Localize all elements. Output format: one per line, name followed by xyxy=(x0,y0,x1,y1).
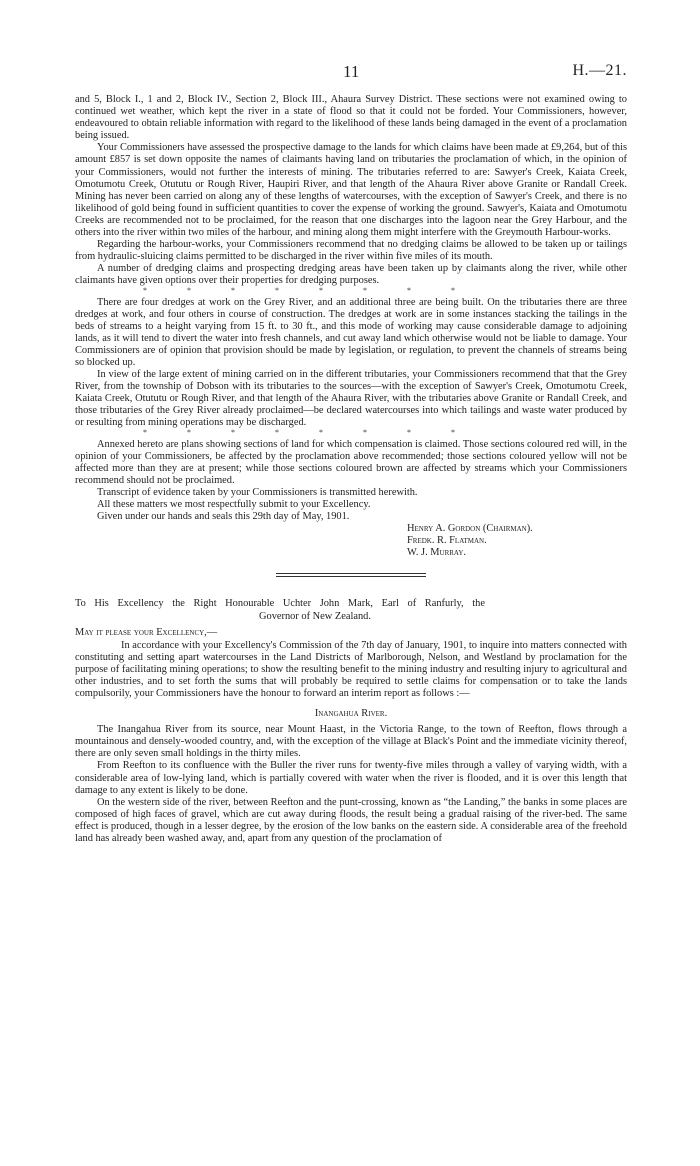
section-heading: Inangahua River. xyxy=(314,708,388,720)
paragraph: Transcript of evidence taken by your Commissioners is transmitted herewith. xyxy=(97,486,418,498)
paragraph: A number of dredging claims and prospecting dredging areas have been taken up by claimants along the river, while other claimants have given options over their properties for dredging purposes. xyxy=(75,263,627,287)
omission-stars: * * * * * * * * xyxy=(143,427,455,437)
address-line xyxy=(75,597,627,610)
report-grey-river xyxy=(75,94,627,559)
signature-block xyxy=(75,523,627,559)
paragraph: Your Commissioners have assessed the prospective damage to the lands for which claims have been made at £9,264, but of this amount £857 is set down opposite the names of claimants having land on tributaries the proclamation of which, in the opinion of your Commissioners, would not further the interests of mining. The tributaries referred to are: Sawyer's Creek, Kaiata Creek, Omotumotu Creek, Otututu or Rough River, Haupiri River, and that length of the Ahaura River above Granite or Randall Creek. Mining has never been carried on along any of these lengths of watercourses, with the exception of Sawyer's Creek, and there is no likelihood of gold being found in sufficient quantities to cover the expense of working the ground. Sawyer's, Kaiata and Omotumotu Creeks are recommended not to be proclaimed, for the reason that one discharges into the lagoon near the Grey Harbour, and the others into the river within two miles of the harbour, and mining along them might interfere with the Greymouth Harbour-works. xyxy=(75,142,627,239)
signature-murray: W. J. Murray. xyxy=(407,547,466,559)
paragraph: From Reefton to its confluence with the Buller the river runs for twenty-five miles through a valley of varying width, with a considerable area of low-lying land, which is partially covered with water when the river is flooded, and it is over this length that damage to any extent is likely to be done. xyxy=(75,760,627,796)
paragraph: Given under our hands and seals this 29th day of May, 1901. xyxy=(97,511,350,523)
paragraph: and 5, Block I., 1 and 2, Block IV., Section 2, Block III., Ahaura Survey District. These sections were not examined owing to continued wet weather, which kept the river in a state of flood so that it could not be forded. Your Commissioners, however, endeavoured to obtain reliable information with regard to the likelihood of these lands being damaged in the event of a proclamation being issued. xyxy=(75,94,627,142)
paragraph: On the western side of the river, between Reefton and the punt-crossing, known as “the Landing,” the banks in some places are composed of high faces of gravel, which are cut away during floods, the result being a gradual raising of the river-bed. The same effect is produced, though in a lesser degree, by the erosion of the low banks on the eastern side. A considerable area of the freehold land has already been washed away, and, apart from any question of the proclamation of xyxy=(75,796,627,844)
signature-flatman: Fredk. R. Flatman. xyxy=(407,535,487,547)
paragraph: In view of the large extent of mining carried on in the different tributaries, your Commissioners recommend that that the Grey River, from the township of Dobson with its tributaries to the sources—with the exception of Sawyer's Creek, Omotumotu Creek, Kaiata Creek, Otututu or Rough River, and that length of the Ahaura River, with the tributaries above Granite or Randall Creek, and those tributaries of the Grey River already proclaimed—be declared watercourses into which tailings and waste water produced by or resulting from mining operations may be discharged. xyxy=(75,369,627,429)
document-reference: H.—21. xyxy=(572,62,627,79)
address-line-2: Governor of New Zealand. xyxy=(259,611,371,623)
paragraph: There are four dredges at work on the Grey River, and an additional three are being built. On the tributaries there are three dredges at work, and four others in course of construction. The dredges at work are in some instances stacking the tailings in the beds of streams to a height varying from 15 ft. to 30 ft., and this mode of working may cause considerable damage to adjoining lands, as it will tend to divert the water into fresh channels, and cut away land which otherwise would not be liable to damage. Your Commissioners are of opinion that provision should be made by legislation, or regulation, to prevent the channels of streams being so blocked up. xyxy=(75,296,627,368)
signature-chairman: Henry A. Gordon (Chairman). xyxy=(407,523,533,535)
paragraph: Regarding the harbour-works, your Commissioners recommend that no dredging claims be allowed to be taken up or tailings from hydraulic-sluicing claims permitted to be discharged in the river within five miles of its mouth. xyxy=(75,239,627,263)
page-header xyxy=(75,0,627,94)
paragraph: In accordance with your Excellency's Commission of the 7th day of January, 1901, to inquire into matters connected with constituting and setting apart watercourses in the Land Districts of Marlborough, Nelson, and Westland by proclamation for the purpose of facilitating mining operations; to show the resulting benefit to the mining industry and resulting injury to agricultural and other industries, and to set forth the sums that will probably be required to settle claims for compensation or to take the lands compulsorily, your Commissioners have the honour to forward an interim report as follows :— xyxy=(75,639,627,699)
page-number: 11 xyxy=(343,62,360,81)
section-divider xyxy=(276,573,426,577)
salutation: May it please your Excellency,— xyxy=(75,627,218,639)
paragraph: All these matters we most respectfully submit to your Excellency. xyxy=(97,499,371,510)
report-inangahua xyxy=(75,597,627,845)
paragraph: Annexed hereto are plans showing sections of land for which compensation is claimed. Those sections coloured red will, in the opinion of your Commissioners, be affected by the proclamation above recommended; those sections coloured yellow will not be affected more than they are at present; while those sections coloured brown are affected by streams which your Commissioners recommend should not be proclaimed. xyxy=(75,438,627,486)
paragraph: The Inangahua River from its source, near Mount Haast, in the Victoria Range, to the town of Reefton, flows through a mountainous and densely-wooded country, and, with the exception of the village at Black's Point and the immediate vicinity thereof, there are only seven small holdings in the thirty miles. xyxy=(75,724,627,760)
address-text: To His Excellency the Right Honourable Uchter John Mark, Earl of Ranfurly, the xyxy=(75,598,485,610)
document-page xyxy=(75,0,627,845)
omission-stars: * * * * * * * * xyxy=(143,285,455,295)
